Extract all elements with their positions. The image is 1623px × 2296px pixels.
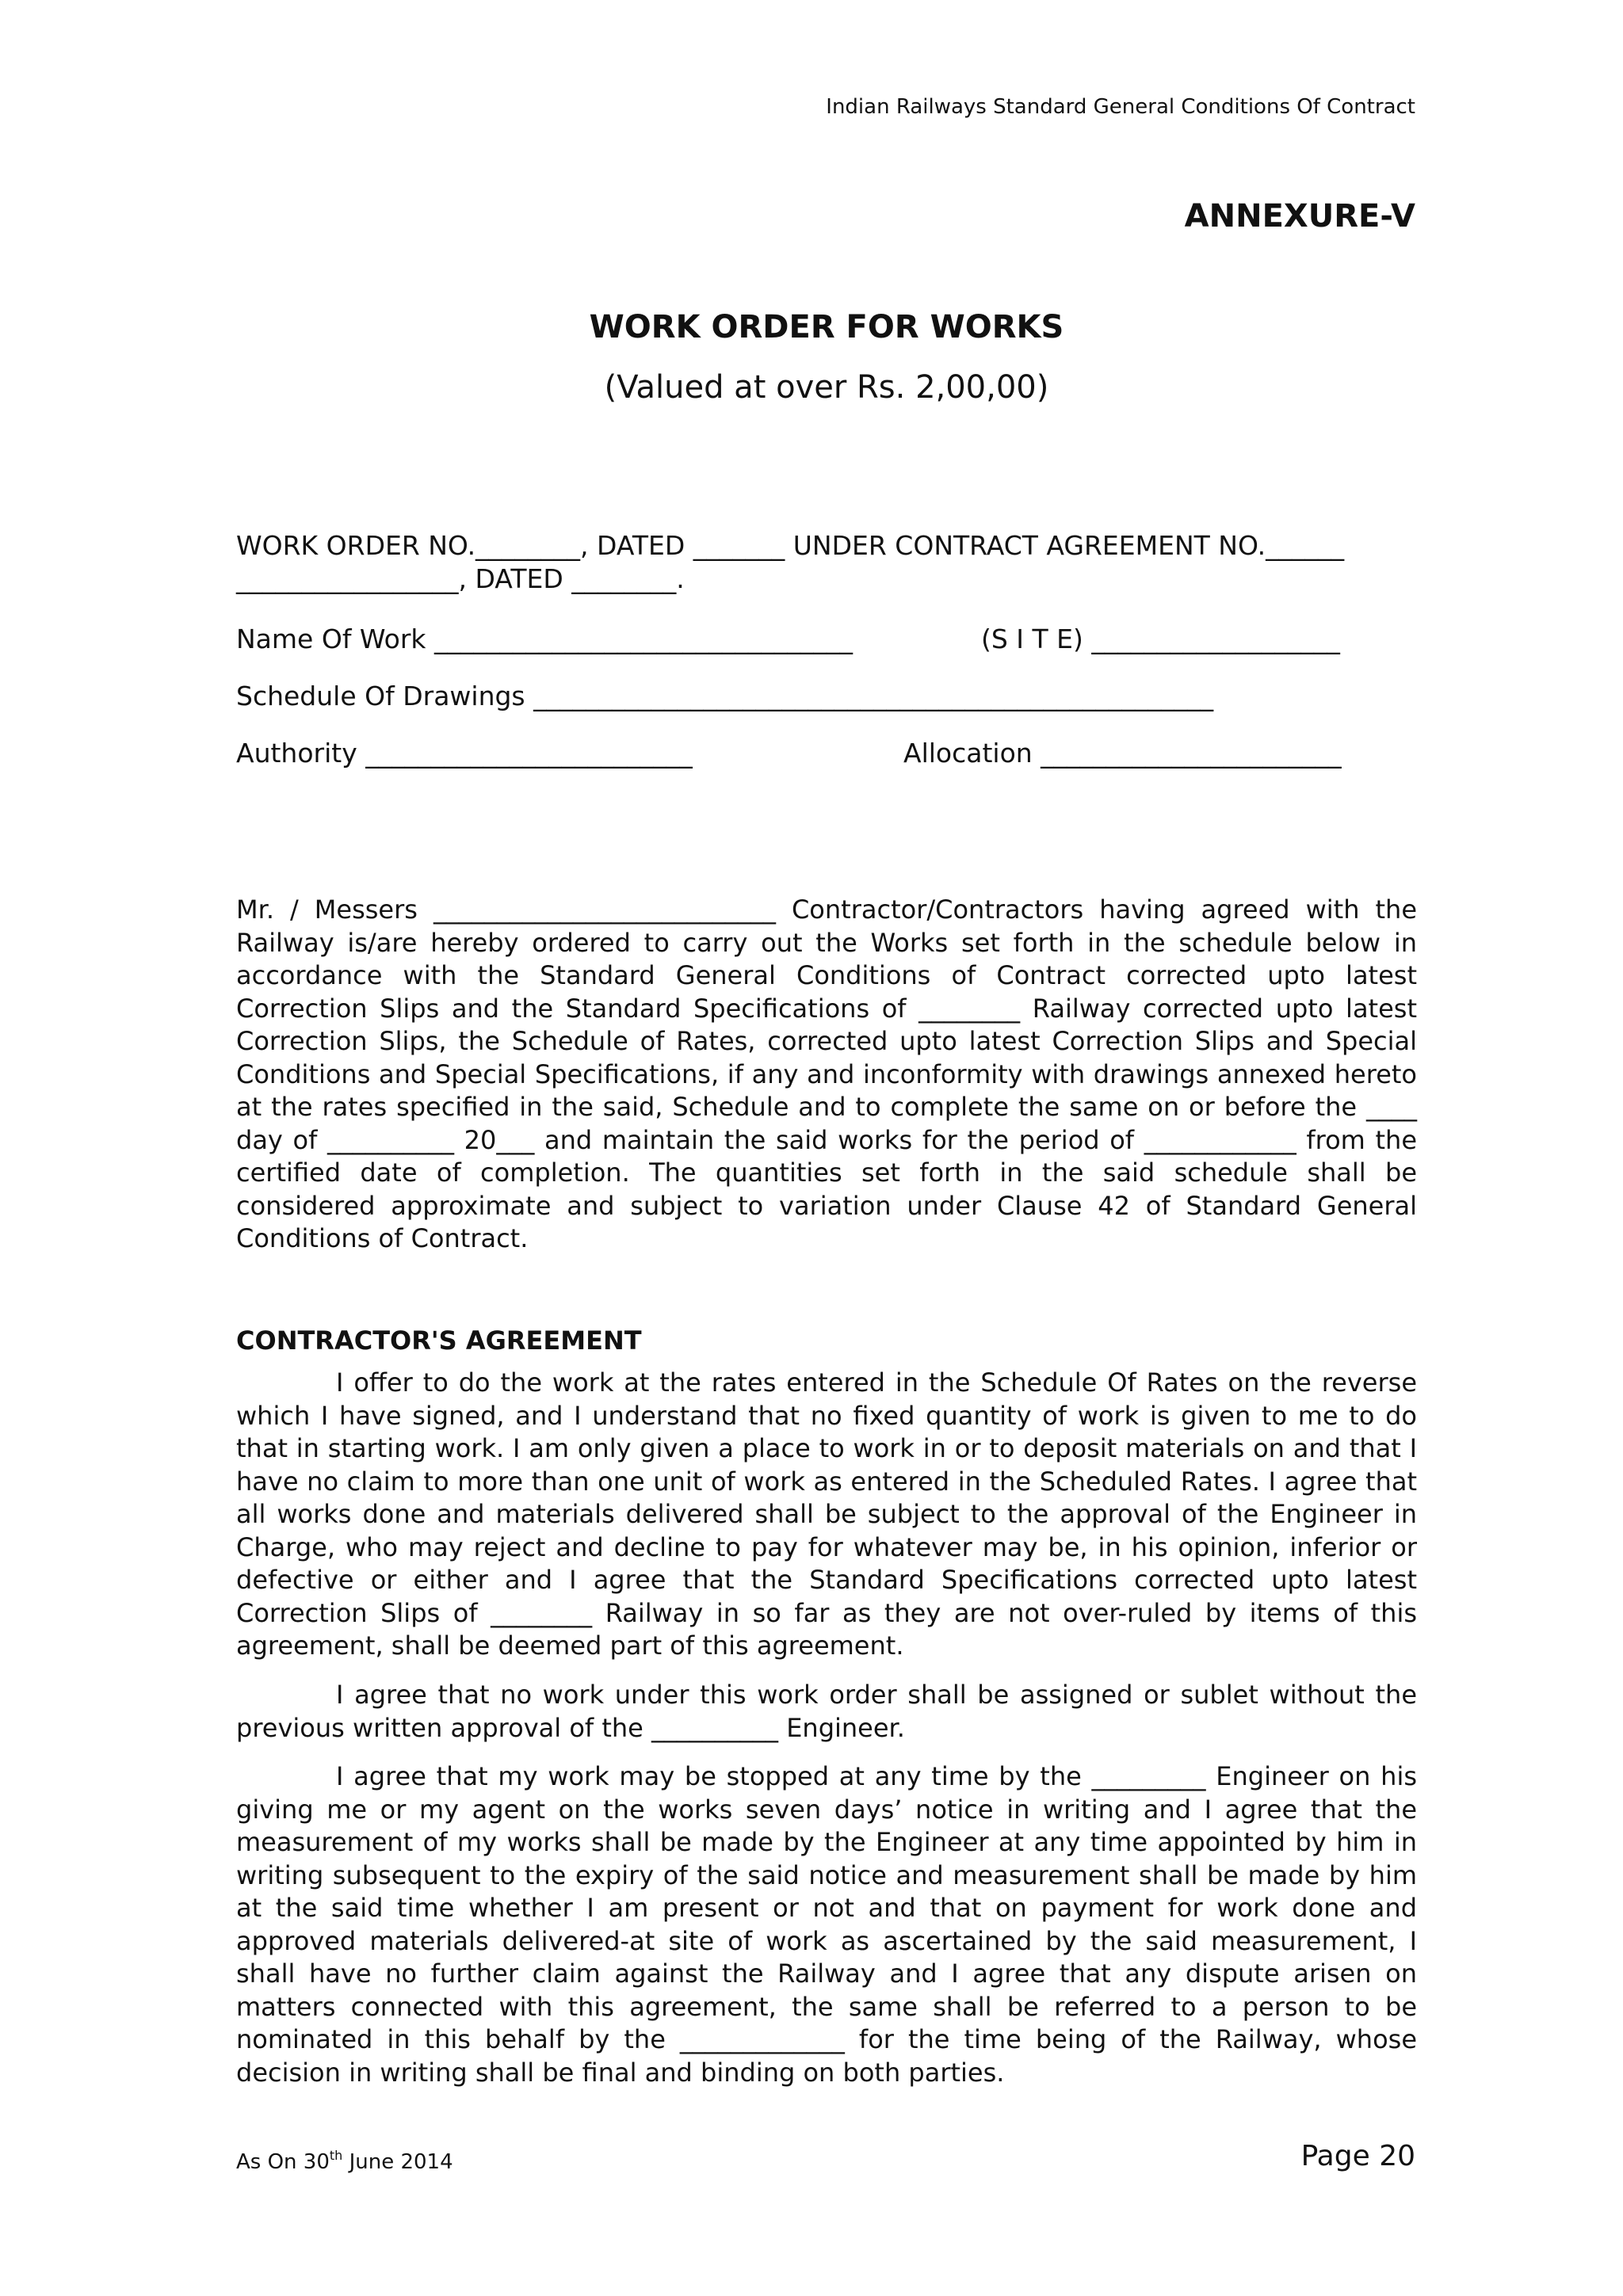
page-number: Page 20 xyxy=(1300,2140,1415,2172)
footer-date-prefix: As On 30 xyxy=(236,2150,330,2174)
agreement-paragraph-2: I agree that no work under this work order shall be assigned or sublet without the previous written approval of the __________ Engineer. xyxy=(236,1680,1417,1743)
contractors-agreement-heading: CONTRACTOR'S AGREEMENT xyxy=(236,1325,642,1356)
document-subtitle: (Valued at over Rs. 2,00,00) xyxy=(604,369,1049,406)
footer-date-suffix: June 2014 xyxy=(342,2150,453,2174)
footer-date-sup: th xyxy=(329,2148,343,2163)
name-of-work-field: Name Of Work ________________________________ xyxy=(236,624,853,654)
site-field: (S I T E) ___________________ xyxy=(981,624,1340,654)
schedule-of-drawings-field: Schedule Of Drawings ____________________________________________________ xyxy=(236,681,1214,711)
messers-paragraph: Mr. / Messers ___________________________ Contractor/Contractors having agreed with the Railway is/are hereby ordered to carry out the Works set forth in the schedule below in accordance with the Standard General Conditions of Contract corrected upto latest Correction Slips and the Standard Specifications of ________ Railway corrected upto latest Correction Slips, the Schedule of Rates, corrected upto latest Correction Slips and Special Conditions and Special Specifications, if any and inconformity with drawings annexed hereto at the rates specified in the said, Schedule and to complete the same on or before the ____ day of __________ 20___ and maintain the said works for the period of ____________ from the certified date of completion. The quantities set forth in the said schedule shall be considered approximate and subject to variation under Clause 42 of Standard General Conditions of Contract. xyxy=(236,894,1417,1253)
work-order-line-1: WORK ORDER NO.________, DATED _______ UNDER CONTRACT AGREEMENT NO.______ xyxy=(236,530,1345,561)
authority-allocation-row xyxy=(236,737,1417,770)
agreement-paragraph-1: I offer to do the work at the rates entered in the Schedule Of Rates on the reverse which I have signed, and I understand that no fixed quantity of work is given to me to do that in starting work. I am only given a place to work in or to deposit materials on and that I have no claim to more than one unit of work as entered in the Scheduled Rates. I agree that all works done and materials delivered shall be subject to the approval of the Engineer in Charge, who may reject and decline to pay for whatever may be, in his opinion, inferior or defective or either and I agree that the Standard Specifications corrected upto latest Correction Slips of ________ Railway in so far as they are not over-ruled by items of this agreement, shall be deemed part of this agreement. xyxy=(236,1367,1417,1661)
annexure-label: ANNEXURE-V xyxy=(1184,198,1415,235)
running-header: Indian Railways Standard General Conditions Of Contract xyxy=(826,95,1415,119)
work-order-line-2: _________________, DATED ________. xyxy=(236,563,685,594)
name-of-work-row xyxy=(236,623,1417,656)
document-title: WORK ORDER FOR WORKS xyxy=(589,309,1064,345)
allocation-field: Allocation _______________________ xyxy=(903,738,1342,769)
agreement-paragraph-3: I agree that my work may be stopped at any time by the _________ Engineer on his giving me or my agent on the works seven days’ notice in writing and I agree that the measurement of my works shall be made by the Engineer at any time appointed by him in writing subsequent to the expiry of the said notice and measurement shall be made by him at the said time whether I am present or not and that on payment for work done and approved materials delivered-at site of work as ascertained by the said measurement, I shall have no further claim against the Railway and I agree that any dispute arisen on matters connected with this agreement, the same shall be referred to a person to be nominated in this behalf by the _____________ for the time being of the Railway, whose decision in writing shall be final and binding on both parties. xyxy=(236,1761,1417,2088)
footer-date xyxy=(236,2149,453,2176)
authority-field: Authority _________________________ xyxy=(236,738,693,769)
